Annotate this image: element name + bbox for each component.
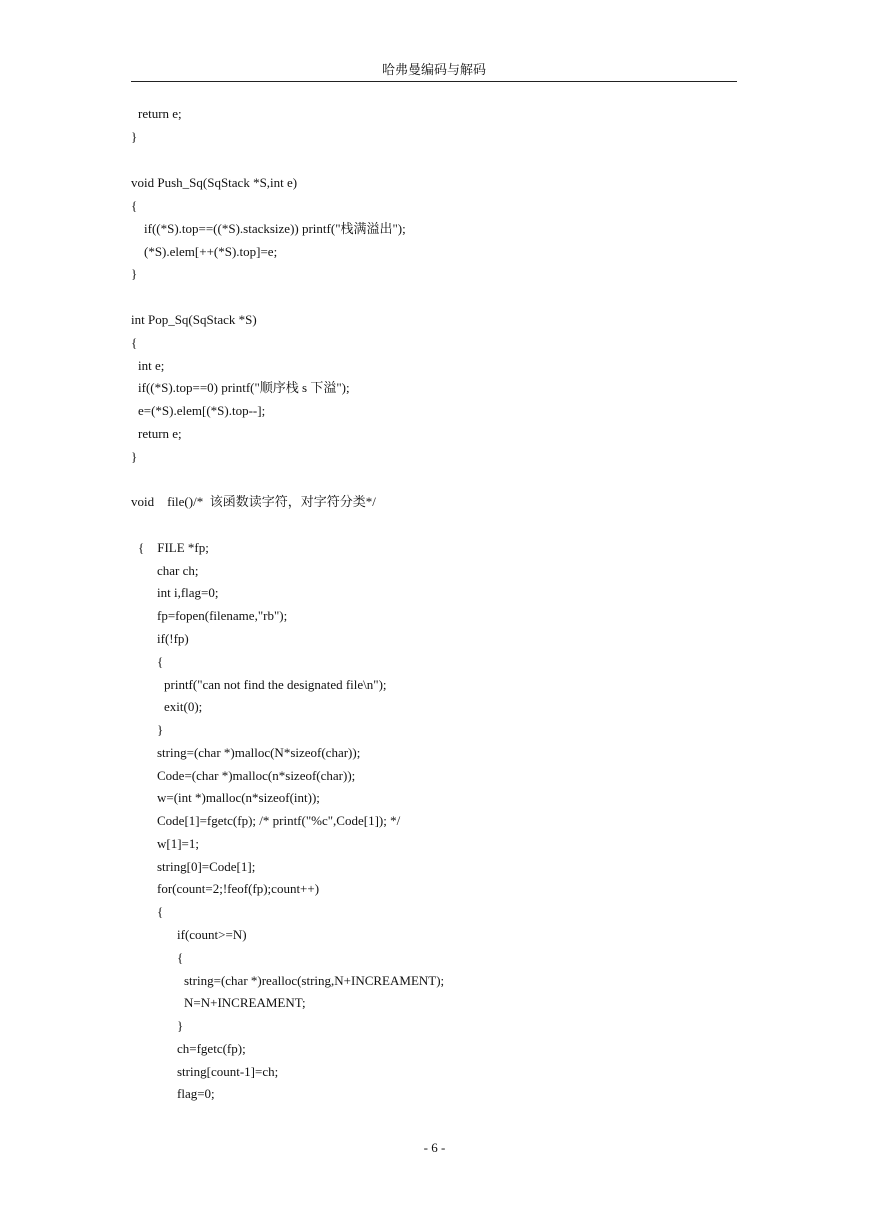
code-line: if(count>=N)	[177, 927, 247, 942]
code-line: }	[131, 129, 138, 144]
code-line: void file()/* 该函数读字符，对字符分类*/	[131, 494, 376, 509]
code-line: if((*S).top==((*S).stacksize)) printf("栈满溢出");	[144, 221, 406, 236]
code-line: if(!fp)	[157, 631, 189, 646]
code-line: fp=fopen(filename,"rb");	[157, 608, 288, 623]
code-line: {	[157, 904, 164, 919]
code-line: void Push_Sq(SqStack *S,int e)	[131, 175, 298, 190]
header-divider	[131, 81, 737, 82]
code-line: string[0]=Code[1];	[157, 859, 256, 874]
code-line: return e;	[138, 106, 182, 121]
code-line: string=(char *)malloc(N*sizeof(char));	[157, 745, 361, 760]
code-line: int i,flag=0;	[157, 585, 219, 600]
code-line: {	[157, 654, 164, 669]
code-line: ch=fgetc(fp);	[177, 1041, 246, 1056]
code-line: Code=(char *)malloc(n*sizeof(char));	[157, 768, 356, 783]
code-line: char ch;	[157, 563, 199, 578]
code-line: }	[157, 722, 164, 737]
code-line: return e;	[138, 426, 182, 441]
code-line: string=(char *)realloc(string,N+INCREAMENT);	[184, 973, 445, 988]
code-line: w[1]=1;	[157, 836, 199, 851]
code-line: }	[131, 266, 138, 281]
code-line: }	[131, 449, 138, 464]
code-line: flag=0;	[177, 1086, 215, 1101]
code-line: for(count=2;!feof(fp);count++)	[157, 881, 320, 896]
code-line: }	[177, 1018, 184, 1033]
code-line: N=N+INCREAMENT;	[184, 995, 306, 1010]
code-line: {	[131, 335, 138, 350]
code-line: int Pop_Sq(SqStack *S)	[131, 312, 257, 327]
page-header-title: 哈弗曼编码与解码	[381, 62, 486, 77]
code-line: {	[177, 950, 184, 965]
code-line: if((*S).top==0) printf("顺序栈 s 下溢");	[138, 380, 350, 395]
code-line: int e;	[138, 358, 165, 373]
code-line: w=(int *)malloc(n*sizeof(int));	[157, 790, 320, 805]
code-line: string[count-1]=ch;	[177, 1064, 279, 1079]
code-line: e=(*S).elem[(*S).top--];	[138, 403, 266, 418]
page-number: - 6 -	[423, 1140, 446, 1155]
code-line: { FILE *fp;	[138, 540, 209, 555]
code-line: {	[131, 198, 138, 213]
code-line: printf("can not find the designated file\n");	[164, 677, 387, 692]
code-line: Code[1]=fgetc(fp); /* printf("%c",Code[1]); */	[157, 813, 401, 828]
code-line: exit(0);	[164, 699, 203, 714]
code-line: (*S).elem[++(*S).top]=e;	[144, 244, 278, 259]
